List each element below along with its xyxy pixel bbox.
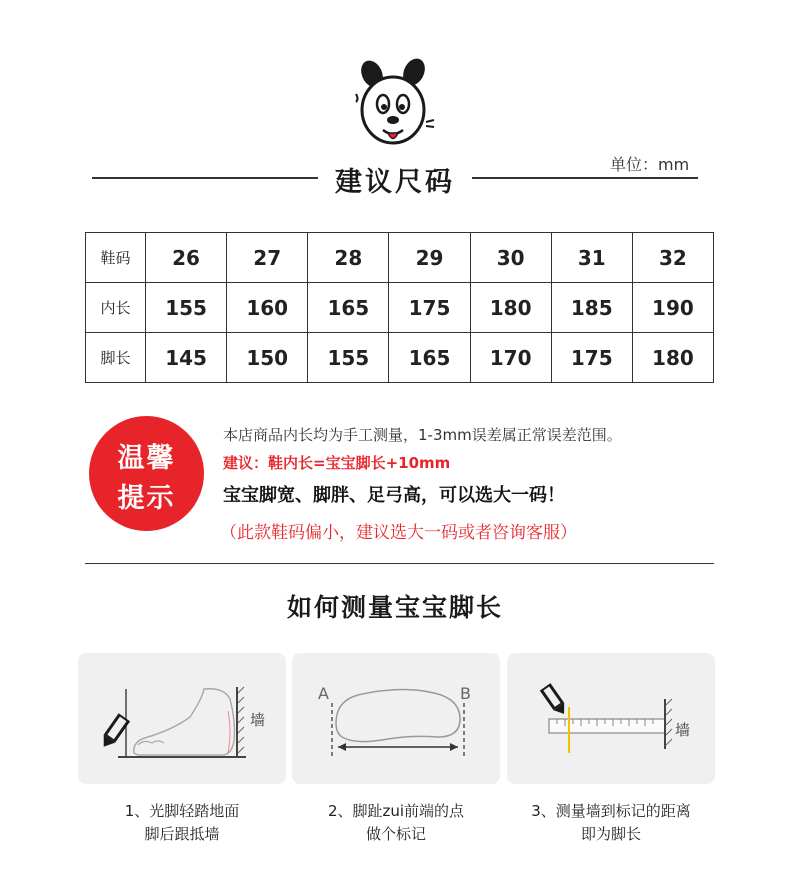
table-cell: 180 (632, 333, 713, 383)
table-cell: 26 (146, 233, 227, 283)
sole-outline-drawing (292, 653, 500, 784)
section-divider (85, 563, 714, 564)
table-row (86, 283, 714, 333)
table-cell: 180 (470, 283, 551, 333)
mascot-dog-logo (350, 56, 436, 152)
badge-line-1: 温馨 (117, 443, 176, 474)
size-table (85, 232, 714, 383)
table-cell: 32 (632, 233, 713, 283)
table-cell: 150 (227, 333, 308, 383)
step-2-caption (281, 800, 511, 846)
table-cell: 29 (389, 233, 470, 283)
row-header: 脚长 (86, 333, 146, 383)
step-1-line-1: 1、光脚轻踏地面 (124, 802, 240, 820)
table-cell: 175 (551, 333, 632, 383)
table-cell: 155 (308, 333, 389, 383)
row-header: 鞋码 (86, 233, 146, 283)
table-cell: 165 (389, 333, 470, 383)
badge-line-2: 提示 (117, 483, 176, 514)
step-1-line-2: 脚后跟抵墙 (144, 825, 220, 843)
point-a-label: A (318, 684, 329, 703)
row-header: 内长 (86, 283, 146, 333)
ruler-wall-drawing (507, 653, 715, 784)
step-3-caption (496, 800, 726, 846)
table-cell: 160 (227, 283, 308, 333)
warm-tip-badge (89, 416, 204, 531)
step-1-illustration (78, 653, 286, 784)
table-row (86, 333, 714, 383)
size-guide-title: 建议尺码 (335, 167, 455, 198)
table-cell: 155 (146, 283, 227, 333)
measurement-note: 本店商品内长均为手工测量，1-3mm误差属正常误差范围。 (223, 426, 622, 444)
table-cell: 28 (308, 233, 389, 283)
table-cell: 185 (551, 283, 632, 333)
table-cell: 165 (308, 283, 389, 333)
wall-label: 墙 (250, 711, 266, 729)
table-cell: 175 (389, 283, 470, 333)
measure-section-title: 如何测量宝宝脚长 (286, 593, 503, 622)
table-cell: 27 (227, 233, 308, 283)
size-guide-title-row (92, 155, 698, 205)
unit-label: 单位：mm (610, 155, 690, 174)
wall-label: 墙 (675, 721, 691, 739)
step-3-line-2: 即为脚长 (580, 825, 641, 843)
title-divider-left (92, 177, 318, 179)
small-fit-note: （此款鞋码偏小，建议选大一码或者咨询客服） (220, 523, 577, 543)
table-cell: 145 (146, 333, 227, 383)
step-1-caption (67, 800, 297, 846)
table-cell: 31 (551, 233, 632, 283)
size-suggestion: 建议：鞋内长=宝宝脚长+10mm (223, 454, 451, 472)
step-3-line-1: 3、测量墙到标记的距离 (531, 802, 691, 820)
point-b-label: B (460, 684, 471, 703)
table-cell: 30 (470, 233, 551, 283)
wide-feet-tip: 宝宝脚宽、脚胖、足弓高，可以选大一码！ (223, 485, 565, 506)
step-3-illustration (507, 653, 715, 784)
title-divider-right (472, 177, 698, 179)
table-row (86, 233, 714, 283)
table-cell: 190 (632, 283, 713, 333)
foot-wall-drawing (78, 653, 286, 784)
table-cell: 170 (470, 333, 551, 383)
step-2-line-2: 做个标记 (365, 825, 426, 843)
step-2-illustration (292, 653, 500, 784)
step-2-line-1: 2、脚趾zui前端的点 (327, 802, 465, 820)
